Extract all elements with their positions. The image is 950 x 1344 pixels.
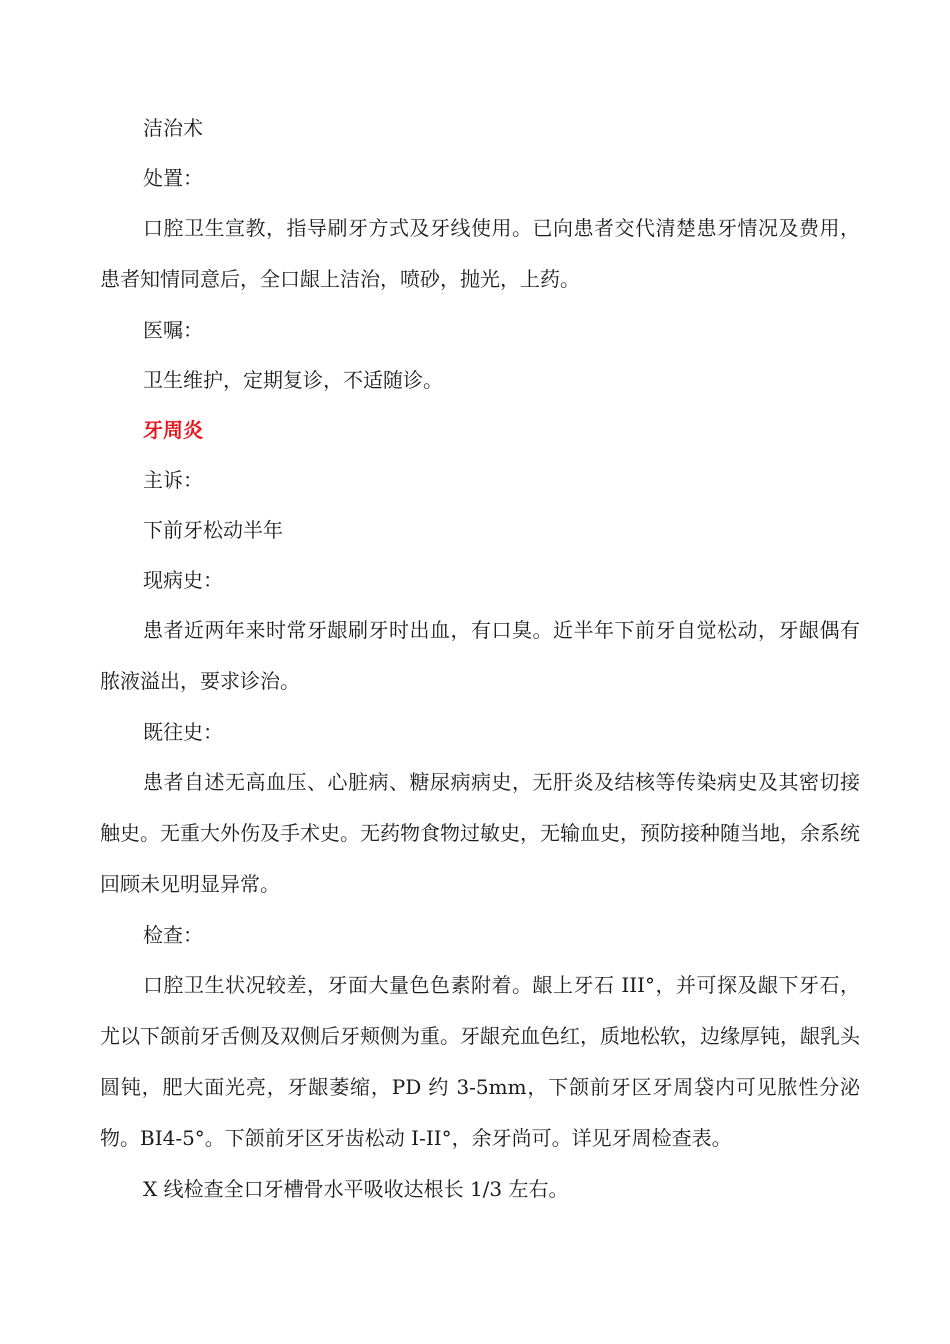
section-heading-periodontitis: 牙周炎	[143, 418, 203, 442]
label-treatment: 处置：	[143, 166, 203, 190]
paragraph-past-history: 患者自述无高血压、心脏病、糖尿病病史，无肝炎及结核等传染病史及其密切接触史。无重大外伤及手术史。无药物食物过敏史，无输血史，预防接种随当地，余系统回顾未见明显异常。	[100, 770, 860, 896]
label-past-history: 既往史：	[143, 720, 223, 744]
paragraph-xray: X 线检查全口牙槽骨水平吸收达根长 1/3 左右。	[143, 1177, 569, 1201]
label-chief-complaint: 主诉：	[143, 468, 203, 492]
document-page	[100, 103, 860, 1215]
paragraph-treatment: 口腔卫生宣教，指导刷牙方式及牙线使用。已向患者交代清楚患牙情况及费用，患者知情同意后，全口龈上洁治，喷砂，抛光，上药。	[100, 216, 860, 291]
label-present-history: 现病史：	[143, 568, 223, 592]
label-examination: 检查：	[143, 923, 203, 947]
text-line-procedure: 洁治术	[143, 116, 203, 140]
text-advice: 卫生维护，定期复诊，不适随诊。	[143, 368, 443, 392]
paragraph-present-history: 患者近两年来时常牙龈刷牙时出血，有口臭。近半年下前牙自觉松动，牙龈偶有脓液溢出，要求诊治。	[100, 618, 860, 693]
paragraph-examination: 口腔卫生状况较差，牙面大量色色素附着。龈上牙石 III°，并可探及龈下牙石，尤以下颌前牙舌侧及双侧后牙颊侧为重。牙龈充血色红，质地松软，边缘厚钝，龈乳头圆钝，肥大面光亮，牙龈萎缩，PD 约 3-5mm，下颌前牙区牙周袋内可见脓性分泌物。BI4-5°。下颌前牙区牙齿松动 I-II°，余牙尚可。详见牙周检查表。	[100, 973, 860, 1150]
text-chief-complaint: 下前牙松动半年	[143, 518, 283, 542]
label-advice: 医嘱：	[143, 318, 203, 342]
